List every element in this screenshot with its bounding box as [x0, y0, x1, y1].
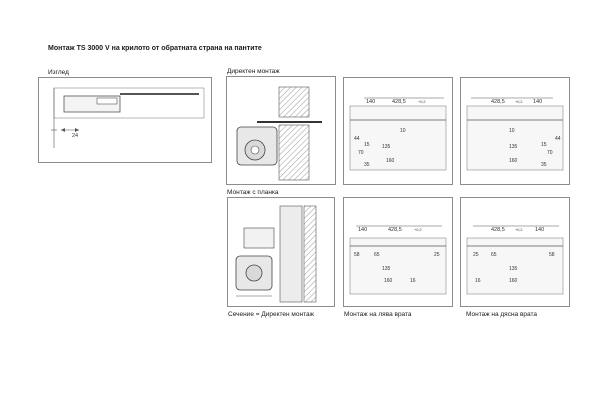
dim-135: 135	[382, 144, 391, 150]
panel-direct-mount	[226, 76, 336, 185]
dim-160: 160	[384, 278, 393, 284]
panel-right-plate	[460, 197, 570, 307]
dim-35: 35	[541, 162, 547, 168]
dim-16: 16	[410, 278, 416, 284]
label-view: Изглед	[48, 69, 69, 76]
dim-44: 44	[354, 136, 360, 142]
dim-24: 24	[72, 133, 79, 139]
dim-135: 135	[509, 266, 518, 272]
plate-mount-drawing	[228, 198, 336, 308]
dim-tol: +0,2	[515, 100, 523, 104]
dim-10: 10	[509, 128, 515, 134]
mounting-plate	[280, 206, 302, 302]
dim-tol: +0,2	[515, 228, 523, 232]
right-plate-drawing	[461, 198, 571, 308]
dim-tol: +0,2	[414, 228, 422, 232]
dim-70: 70	[358, 150, 364, 156]
dim-58: 58	[354, 252, 360, 258]
dim-10: 10	[400, 128, 406, 134]
panel-view	[38, 77, 212, 163]
view-drawing	[39, 78, 213, 164]
label-plate-mount: Монтаж с планка	[227, 189, 279, 196]
dim-44: 44	[555, 136, 561, 142]
label-right-door: Монтаж на дясна врата	[466, 311, 538, 318]
page-title: Монтаж TS 3000 V на крилото от обратната страна на пантите	[48, 45, 262, 52]
door-section	[304, 206, 316, 302]
dim-16: 16	[475, 278, 481, 284]
left-direct-drawing	[344, 78, 454, 186]
label-left-door: Монтаж на лява врата	[344, 311, 412, 318]
dim-160: 160	[509, 158, 518, 164]
lintel	[279, 87, 309, 117]
dim-35: 35	[364, 162, 370, 168]
panel-left-direct	[343, 77, 453, 185]
door-leaf	[279, 125, 309, 180]
panel-right-direct	[460, 77, 570, 185]
dim-160: 160	[509, 278, 518, 284]
right-direct-drawing	[461, 78, 571, 186]
left-plate-drawing	[344, 198, 454, 308]
panel-plate-mount	[227, 197, 335, 307]
dim-25: 25	[473, 252, 479, 258]
dim-15: 15	[364, 142, 370, 148]
dim-25: 25	[434, 252, 440, 258]
dim-428: 428,5	[388, 227, 402, 233]
dim-135: 135	[509, 144, 518, 150]
dim-135: 135	[382, 266, 391, 272]
label-section: Сечение = Директен монтаж	[228, 311, 314, 318]
label-direct-mount: Директен монтаж	[227, 68, 280, 75]
dim-65: 65	[491, 252, 497, 258]
dim-70: 70	[547, 150, 553, 156]
dim-140: 140	[366, 99, 376, 105]
dim-140: 140	[533, 99, 543, 105]
direct-mount-drawing	[227, 77, 337, 186]
dim-140: 140	[358, 227, 368, 233]
dim-65: 65	[374, 252, 380, 258]
dim-15: 15	[541, 142, 547, 148]
panel-left-plate	[343, 197, 453, 307]
dim-58: 58	[549, 252, 555, 258]
dim-140: 140	[535, 227, 545, 233]
dim-160: 160	[386, 158, 395, 164]
dim-428: 428,5	[491, 99, 505, 105]
dim-tol: +0,2	[418, 100, 426, 104]
dim-428: 428,5	[392, 99, 406, 105]
dim-428: 428,5	[491, 227, 505, 233]
